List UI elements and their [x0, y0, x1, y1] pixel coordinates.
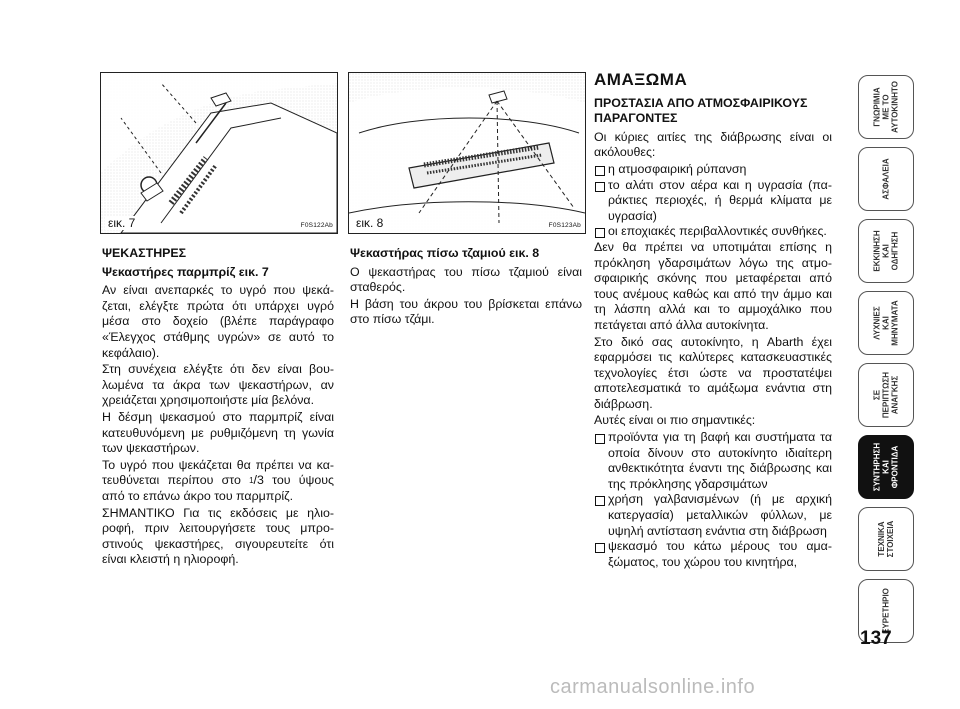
paragraph: Στο δικό σας αυτοκίνητο, η Abarth έχει εφαρμόσει τις καλύτερες κατασκευαστικές τεχνολογίες έτσι ώστε να προστατέψει αποτελεσματικά το αμάξωμα ενάντια στη διάβρωση. — [594, 334, 832, 411]
intro-paragraph: Οι κύριες αιτίες της διάβρωσης είναι οι ακόλουθες: — [594, 129, 832, 160]
watermark: carmanualsonline.info — [550, 676, 756, 698]
rear-washer-subheading: Ψεκαστήρας πίσω τζαμιού εικ. 8 — [350, 246, 540, 260]
washers-section — [102, 246, 334, 569]
chapter-tabs — [858, 75, 914, 651]
causes-list — [594, 162, 832, 240]
tab-technical-data[interactable]: ΤΕΧΝΙΚΑ ΣΤΟΙΧΕΙΑ — [858, 507, 914, 571]
page-number: 137 — [860, 628, 892, 649]
paragraph: Η βάση του άκρου του βρίσκεται επάνω στο πίσω τζάμι. — [350, 296, 582, 327]
list-item: οι εποχιακές περιβαλλοντικές συνθήκες. — [594, 224, 832, 240]
tab-maintenance[interactable]: ΣΥΝΤΗΡΗΣΗ ΚΑΙ ΦΡΟΝΤΙΔΑ — [858, 435, 914, 499]
paragraph: Στη συνέχεια ελέγξτε ότι δεν είναι βουλωμένα τα άκρα των ψεκαστήρων, αν χρειάζεται χρησιμοποιήστε μία βελόνα. — [102, 362, 334, 408]
rear-washer-section — [350, 246, 582, 329]
body-title: ΑΜΑΞΩΜΑ — [594, 70, 688, 89]
figure-8-caption: εικ. 8 — [353, 216, 386, 230]
protection-subheading: ΠΡΟΣΤΑΣΙΑ ΑΠΟ ΑΤΜΟΣΦΑΙΡΙΚΟΥΣ ΠΑΡΑΓΟΝΤΕΣ — [594, 95, 808, 126]
important-note: ΣΗΜΑΝΤΙΚΟ Για τις εκδόσεις με ηλιοροφή, πριν λειτουργήσετε τους μπροστινούς ψεκαστήρες, σιγουρευτείτε ότι είναι κλειστή η ηλιοροφή. — [102, 505, 334, 567]
tab-starting-driving[interactable]: ΕΚΚΙΝΗΣΗ ΚΑΙ ΟΔΗΓΗΣΗ — [858, 219, 914, 283]
measures-list — [594, 430, 832, 570]
figure-7-code: F0S122Ab — [300, 222, 333, 229]
tab-safety[interactable]: ΑΣΦΑΛΕΙΑ — [858, 147, 914, 211]
paragraph: Αν είναι ανεπαρκές το υγρό που ψεκάζεται, ελέγξτε πρώτα ότι υπάρχει υγρό μέσα στο δοχείο (βλέπε παράγραφο «Έλεγχος στάθμης υγρών» σε αυτό το κεφάλαιο). — [102, 283, 334, 360]
paragraph: Δεν θα πρέπει να υποτιμάται επίσης η πρόκληση γδαρσιμάτων λόγω της ατμοσφαιρικής σκόνης που μεταφέρεται από τους ανέμους καθώς και από την άμμο και τη λάσπη αλλά και το αμμοχάλικο που πετάγεται από άλλα αυτοκίνητα. — [594, 239, 832, 332]
paragraph: Η δέσμη ψεκασμού στο παρμπρίζ είναι κατευθυνόμενη με ρυθμιζόμενη τη γωνία των ψεκαστήρων. — [102, 409, 334, 456]
tab-getting-to-know[interactable]: ΓΝΩΡΙΜΙΑ ΜΕ ΤΟ ΑΥΤΟΚΙΝΗΤΟ — [858, 75, 914, 139]
list-item: χρήση γαλβανισμένων (ή με αρχική κατεργασία) μεταλλικών φύλλων, με υψηλή αντίσταση ενάντια στη διάβρωση — [594, 492, 832, 539]
windshield-washer-illustration — [101, 73, 337, 233]
washers-heading: ΨΕΚΑΣΤΗΡΕΣ — [102, 246, 187, 260]
paragraph: Ο ψεκαστήρας του πίσω τζαμιού είναι σταθερός. — [350, 264, 582, 295]
figure-8-code: F0S123Ab — [548, 222, 581, 229]
list-item: η ατμοσφαιρική ρύπανση — [594, 162, 832, 178]
figure-8 — [348, 72, 586, 234]
list-item: το αλάτι στον αέρα και η υγρασία (παράκτιες περιοχές, ή θερμά κλίματα με υγρασία) — [594, 178, 832, 225]
list-item: ψεκασμό του κάτω μέρους του αμαξώματος, του χώρου του κινητήρα, — [594, 539, 832, 570]
tab-emergency[interactable]: ΣΕ ΠΕΡΙΠΤΩΣΗ ΑΝΑΓΚΗΣ — [858, 363, 914, 427]
figure-7-caption: εικ. 7 — [105, 216, 138, 230]
body-section — [594, 72, 832, 570]
tab-warning-lights[interactable]: ΛΥΧΝΙΕΣ ΚΑΙ ΜΗΝΥΜΑΤΑ — [858, 291, 914, 355]
paragraph: Αυτές είναι οι πιο σημαντικές: — [594, 413, 756, 428]
rear-washer-illustration — [349, 73, 585, 233]
list-item: προϊόντα για τη βαφή και συστήματα τα οποία δίνουν στο αυτοκίνητο ιδιαίτερη ανθεκτικότητα έναντι της διάβρωσης και της πρόκλησης γδαρσιμάτων — [594, 430, 832, 492]
tab-index[interactable]: ΕΥΡΕΤΗΡΙΟ — [858, 579, 914, 643]
windshield-washers-subheading: Ψεκαστήρες παρμπρίζ εικ. 7 — [102, 264, 269, 279]
figure-7 — [100, 72, 338, 234]
paragraph-fraction: Το υγρό που ψεκάζεται θα πρέπει να κατευθύνεται περίπου στο $^1$/3 του ύψους από το επάνω άκρο του παρμπρίζ. — [102, 457, 334, 503]
